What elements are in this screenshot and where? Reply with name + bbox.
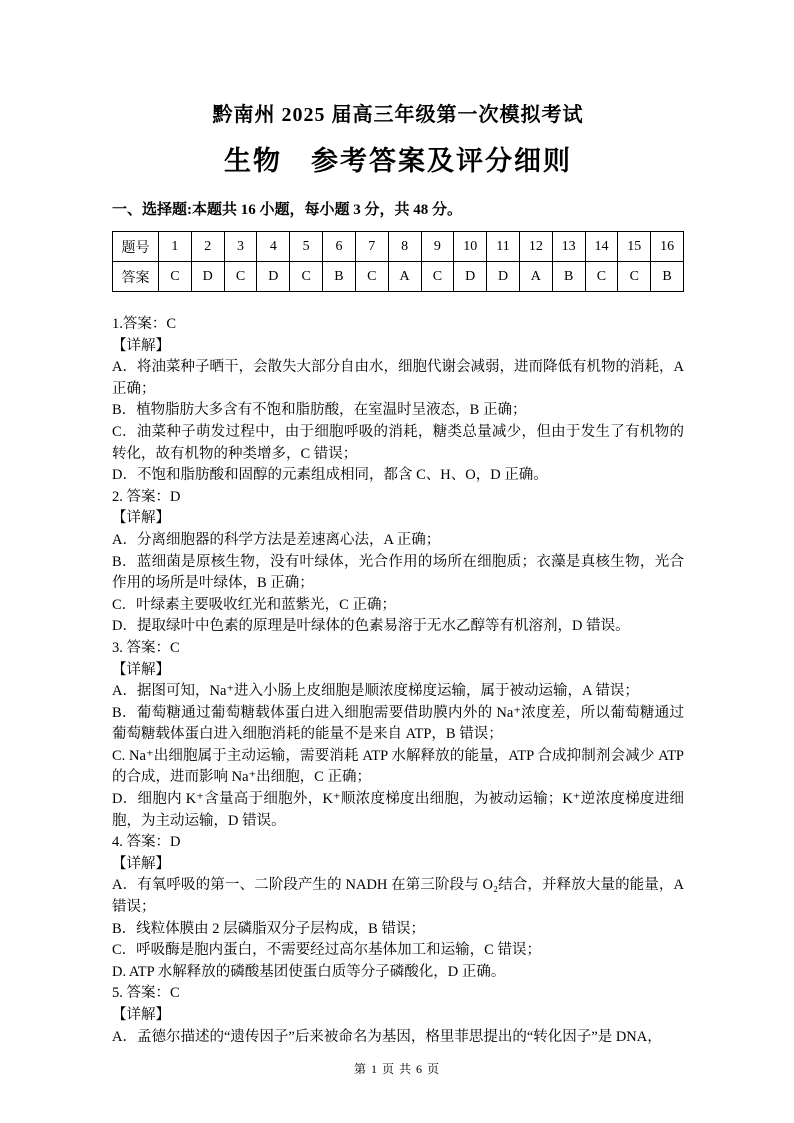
multiple-choice-section-header: 一、选择题:本题共 16 小题，每小题 3 分，共 48 分。 <box>112 202 462 218</box>
answer-letter-cell: A <box>519 262 552 292</box>
question-number-cell: 4 <box>257 232 290 262</box>
explanation-q5-a: A．孟德尔描述的“遗传因子”后来被命名为基因，格里菲思提出的“转化因子”是 DNA， <box>112 1028 662 1045</box>
answer-letter-cell: C <box>585 262 618 292</box>
answer-letter-cell: D <box>257 262 290 292</box>
detail-label-q1: 【详解】 <box>112 337 170 354</box>
explanation-q2-d: D．提取绿叶中色素的原理是叶绿体的色素易溶于无水乙醇等有机溶剂，D 错误。 <box>112 618 630 635</box>
question-number-header-cell: 题号 <box>113 232 159 262</box>
answer-letter-cell: C <box>290 262 323 292</box>
explanation-q1-a: A．将油菜种子晒干，会散失大部分自由水，细胞代谢会减弱，进而降低有机物的消耗，A 正确； <box>112 359 684 397</box>
answer-letter-cell: D <box>487 262 520 292</box>
question-number-cell: 6 <box>323 232 356 262</box>
question-number-cell: 2 <box>191 232 224 262</box>
exam-title: 黔南州 2025 届高三年级第一次模拟考试 <box>212 104 584 126</box>
explanation-q1-c: C．油菜种子萌发过程中，由于细胞呼吸的消耗，糖类总量减少，但由于发生了有机物的转化，故有机物的种类增多，C 错误； <box>112 423 684 462</box>
question-number-cell: 5 <box>290 232 323 262</box>
explanation-q2-b: B．蓝细菌是原核生物，没有叶绿体，光合作用的场所在细胞质；衣藻是真核生物，光合作用的场所是叶绿体，B 正确； <box>112 553 684 592</box>
explanation-q4-d: D. ATP 水解释放的磷酸基团使蛋白质等分子磷酸化，D 正确。 <box>112 963 506 980</box>
answer-letter-cell: C <box>421 262 454 292</box>
question-number-cell: 7 <box>355 232 388 262</box>
answer-letter-cell: D <box>191 262 224 292</box>
explanation-q3-c: C. Na⁺出细胞属于主动运输，需要消耗 ATP 水解释放的能量，ATP 合成抑制剂会减少 ATP 的合成，进而影响 Na⁺出细胞，C 正确； <box>112 747 684 786</box>
explanation-q2-c: C．叶绿素主要吸收红光和蓝紫光，C 正确； <box>112 596 396 613</box>
question-number-cell: 9 <box>421 232 454 262</box>
answer-letter-cell: C <box>618 262 651 292</box>
answer-header-cell: 答案 <box>113 262 159 292</box>
answer-line-q3: 3. 答案：C <box>112 639 180 656</box>
question-number-cell: 12 <box>519 232 552 262</box>
explanation-q1-d: D．不饱和脂肪酸和固醇的元素组成相同，都含 C、H、O，D 正确。 <box>112 467 548 484</box>
question-number-cell: 14 <box>585 232 618 262</box>
answer-key-table <box>112 231 684 292</box>
answer-line-q2: 2. 答案：D <box>112 488 181 505</box>
question-number-cell: 8 <box>388 232 421 262</box>
answer-letter-cell: C <box>224 262 257 292</box>
answer-letter-cell: C <box>355 262 388 292</box>
question-number-cell: 16 <box>651 232 684 262</box>
answer-line-q5: 5. 答案：C <box>112 985 180 1002</box>
question-number-cell: 10 <box>454 232 487 262</box>
explanation-q4-a: A．有氧呼吸的第一、二阶段产生的 NADH 在第三阶段与 O₂结合，并释放大量的能量，A 错误； <box>112 877 684 916</box>
explanation-q3-d: D．细胞内 K⁺含量高于细胞外，K⁺顺浓度梯度出细胞，为被动运输；K⁺逆浓度梯度进细胞，为主动运输，D 错误。 <box>112 791 684 829</box>
question-number-cell: 15 <box>618 232 651 262</box>
detail-label-q5: 【详解】 <box>112 1007 170 1023</box>
answer-letter-cell: B <box>651 262 684 292</box>
question-number-row <box>113 232 684 262</box>
explanation-q4-c: C．呼吸酶是胞内蛋白，不需要经过高尔基体加工和运输，C 错误； <box>112 942 541 959</box>
answer-letter-cell: A <box>388 262 421 292</box>
answer-line-q1: 1.答案：C <box>112 316 177 332</box>
question-number-cell: 1 <box>159 232 192 262</box>
explanation-q3-b: B．葡萄糖通过葡萄糖载体蛋白进入细胞需要借助膜内外的 Na⁺浓度差，所以葡萄糖通过葡萄糖载体蛋白进入细胞消耗的能量不是来自 ATP，B 错误； <box>112 704 684 743</box>
answer-row <box>113 262 684 292</box>
question-number-cell: 13 <box>552 232 585 262</box>
question-number-cell: 3 <box>224 232 257 262</box>
answer-letter-cell: D <box>454 262 487 292</box>
detail-label-q3: 【详解】 <box>112 661 170 678</box>
explanation-q1-b: B．植物脂肪大多含有不饱和脂肪酸，在室温时呈液态，B 正确； <box>112 402 527 419</box>
explanations-section <box>112 314 684 1048</box>
detail-label-q2: 【详解】 <box>112 510 170 527</box>
explanation-q2-a: A．分离细胞器的科学方法是差速离心法，A 正确； <box>112 531 441 548</box>
subject-answer-title: 生物 参考答案及评分细则 <box>224 146 572 176</box>
question-number-cell: 11 <box>487 232 520 262</box>
answer-letter-cell: C <box>159 262 192 292</box>
explanation-q3-a: A．据图可知，Na⁺进入小肠上皮细胞是顺浓度梯度运输，属于被动运输，A 错误； <box>112 683 639 700</box>
detail-label-q4: 【详解】 <box>112 855 170 872</box>
answer-letter-cell: B <box>323 262 356 292</box>
answer-line-q4: 4. 答案：D <box>112 834 181 851</box>
page-footer: 第 1 页 共 6 页 <box>353 1062 440 1076</box>
answer-letter-cell: B <box>552 262 585 292</box>
explanation-q4-b: B．线粒体膜由 2 层磷脂双分子层构成，B 错误； <box>112 920 425 937</box>
